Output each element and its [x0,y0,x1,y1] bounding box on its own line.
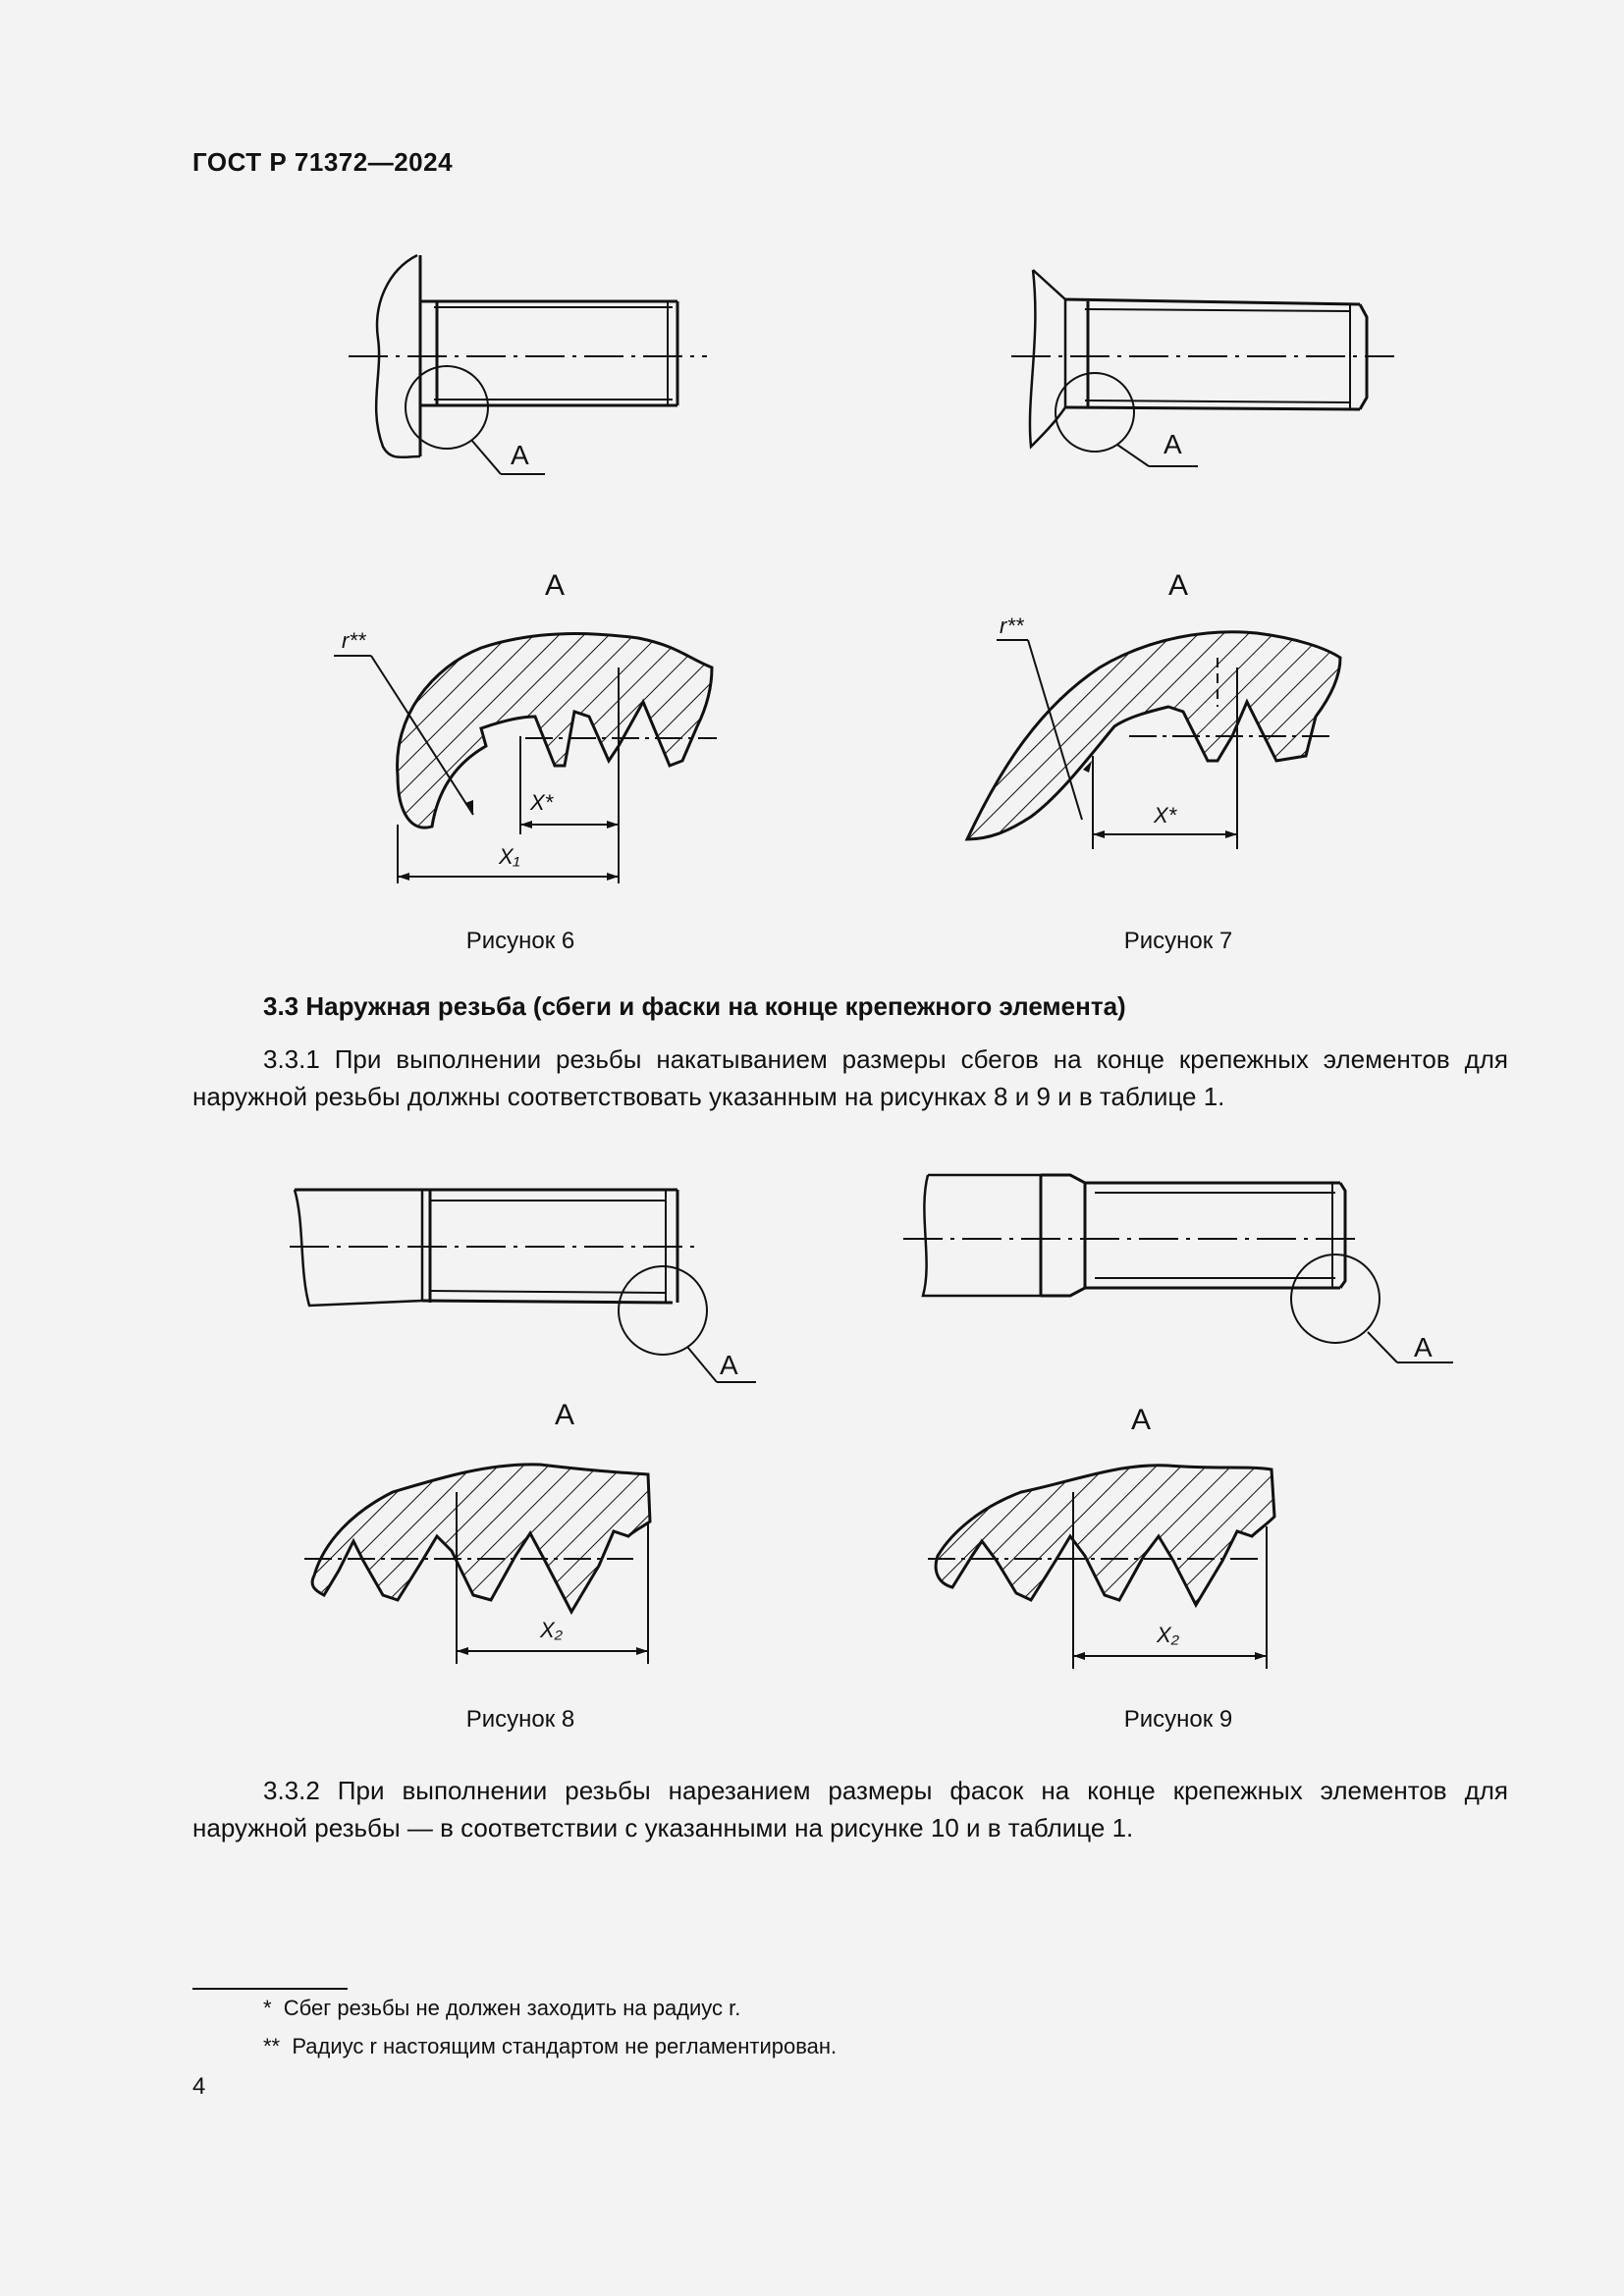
figure-6-detail-label: A [511,440,529,470]
figure-9-bolt [898,1163,1448,1384]
figure-6-x-label: X* [530,790,554,815]
footnote-2 [263,2034,837,2059]
figure-7-detail-label: A [1164,429,1182,459]
paragraph-3-3-1 [192,1041,1508,1115]
figure-9-detail [923,1399,1316,1683]
figure-6-detail [324,569,736,893]
figure-9-detail-label: A [1414,1332,1433,1362]
figure-7-bolt [1001,260,1414,486]
figure-7-detail-title: A [1168,569,1189,602]
footnote-2-text: Радиус r настоящим стандартом не регламентирован. [292,2034,838,2058]
section-3-3-title: 3.3 Наружная резьба (сбеги и фаски на конце крепежного элемента) [263,991,1126,1021]
figure-7-x-label: X* [1154,803,1177,828]
paragraph-3-3-2-text: 3.3.2 При выполнении резьбы нарезанием размеры фасок на конце крепежных элементов для наружной резьбы — в соответствии с указанными на рисунке 10 и в таблице 1. [192,1776,1508,1842]
document-header: ГОСТ Р 71372—2024 [192,147,454,177]
figure-6-caption: Рисунок 6 [465,928,575,954]
figure-8-caption: Рисунок 8 [465,1706,575,1733]
page-number: 4 [192,2073,206,2100]
figure-6-r-label: r** [342,628,366,653]
figure-9-caption: Рисунок 9 [1123,1706,1233,1733]
footnote-divider [192,1988,348,1990]
footnote-1 [263,1996,740,2021]
figure-8-detail [295,1394,687,1679]
figure-6-x1-label: X₁ [499,844,520,869]
paragraph-3-3-2 [192,1772,1508,1846]
footnote-1-text: Сбег резьбы не должен заходить на радиус r. [283,1996,741,2020]
footnote-1-mark: * [263,1996,272,2020]
figure-9-detail-title: A [1131,1404,1152,1436]
figure-8-x2-label: X₂ [540,1618,564,1642]
figure-7-caption: Рисунок 7 [1123,928,1233,954]
figure-6-bolt [334,250,727,496]
figure-7-detail [962,569,1375,883]
figure-7-r-label: r** [1000,614,1024,638]
figure-8-detail-title: A [555,1399,575,1431]
figure-6-detail-title: A [545,569,566,602]
figure-9-x2-label: X₂ [1157,1623,1180,1647]
figure-8-bolt [285,1173,776,1389]
footnote-2-mark: ** [263,2034,281,2058]
paragraph-3-3-1-text: 3.3.1 При выполнении резьбы накатыванием размеры сбегов на конце крепежных элементов для наружной резьбы должны соответствовать указанным на рисунках 8 и 9 и в таблице 1. [192,1044,1508,1111]
figure-8-detail-label: A [720,1350,738,1380]
